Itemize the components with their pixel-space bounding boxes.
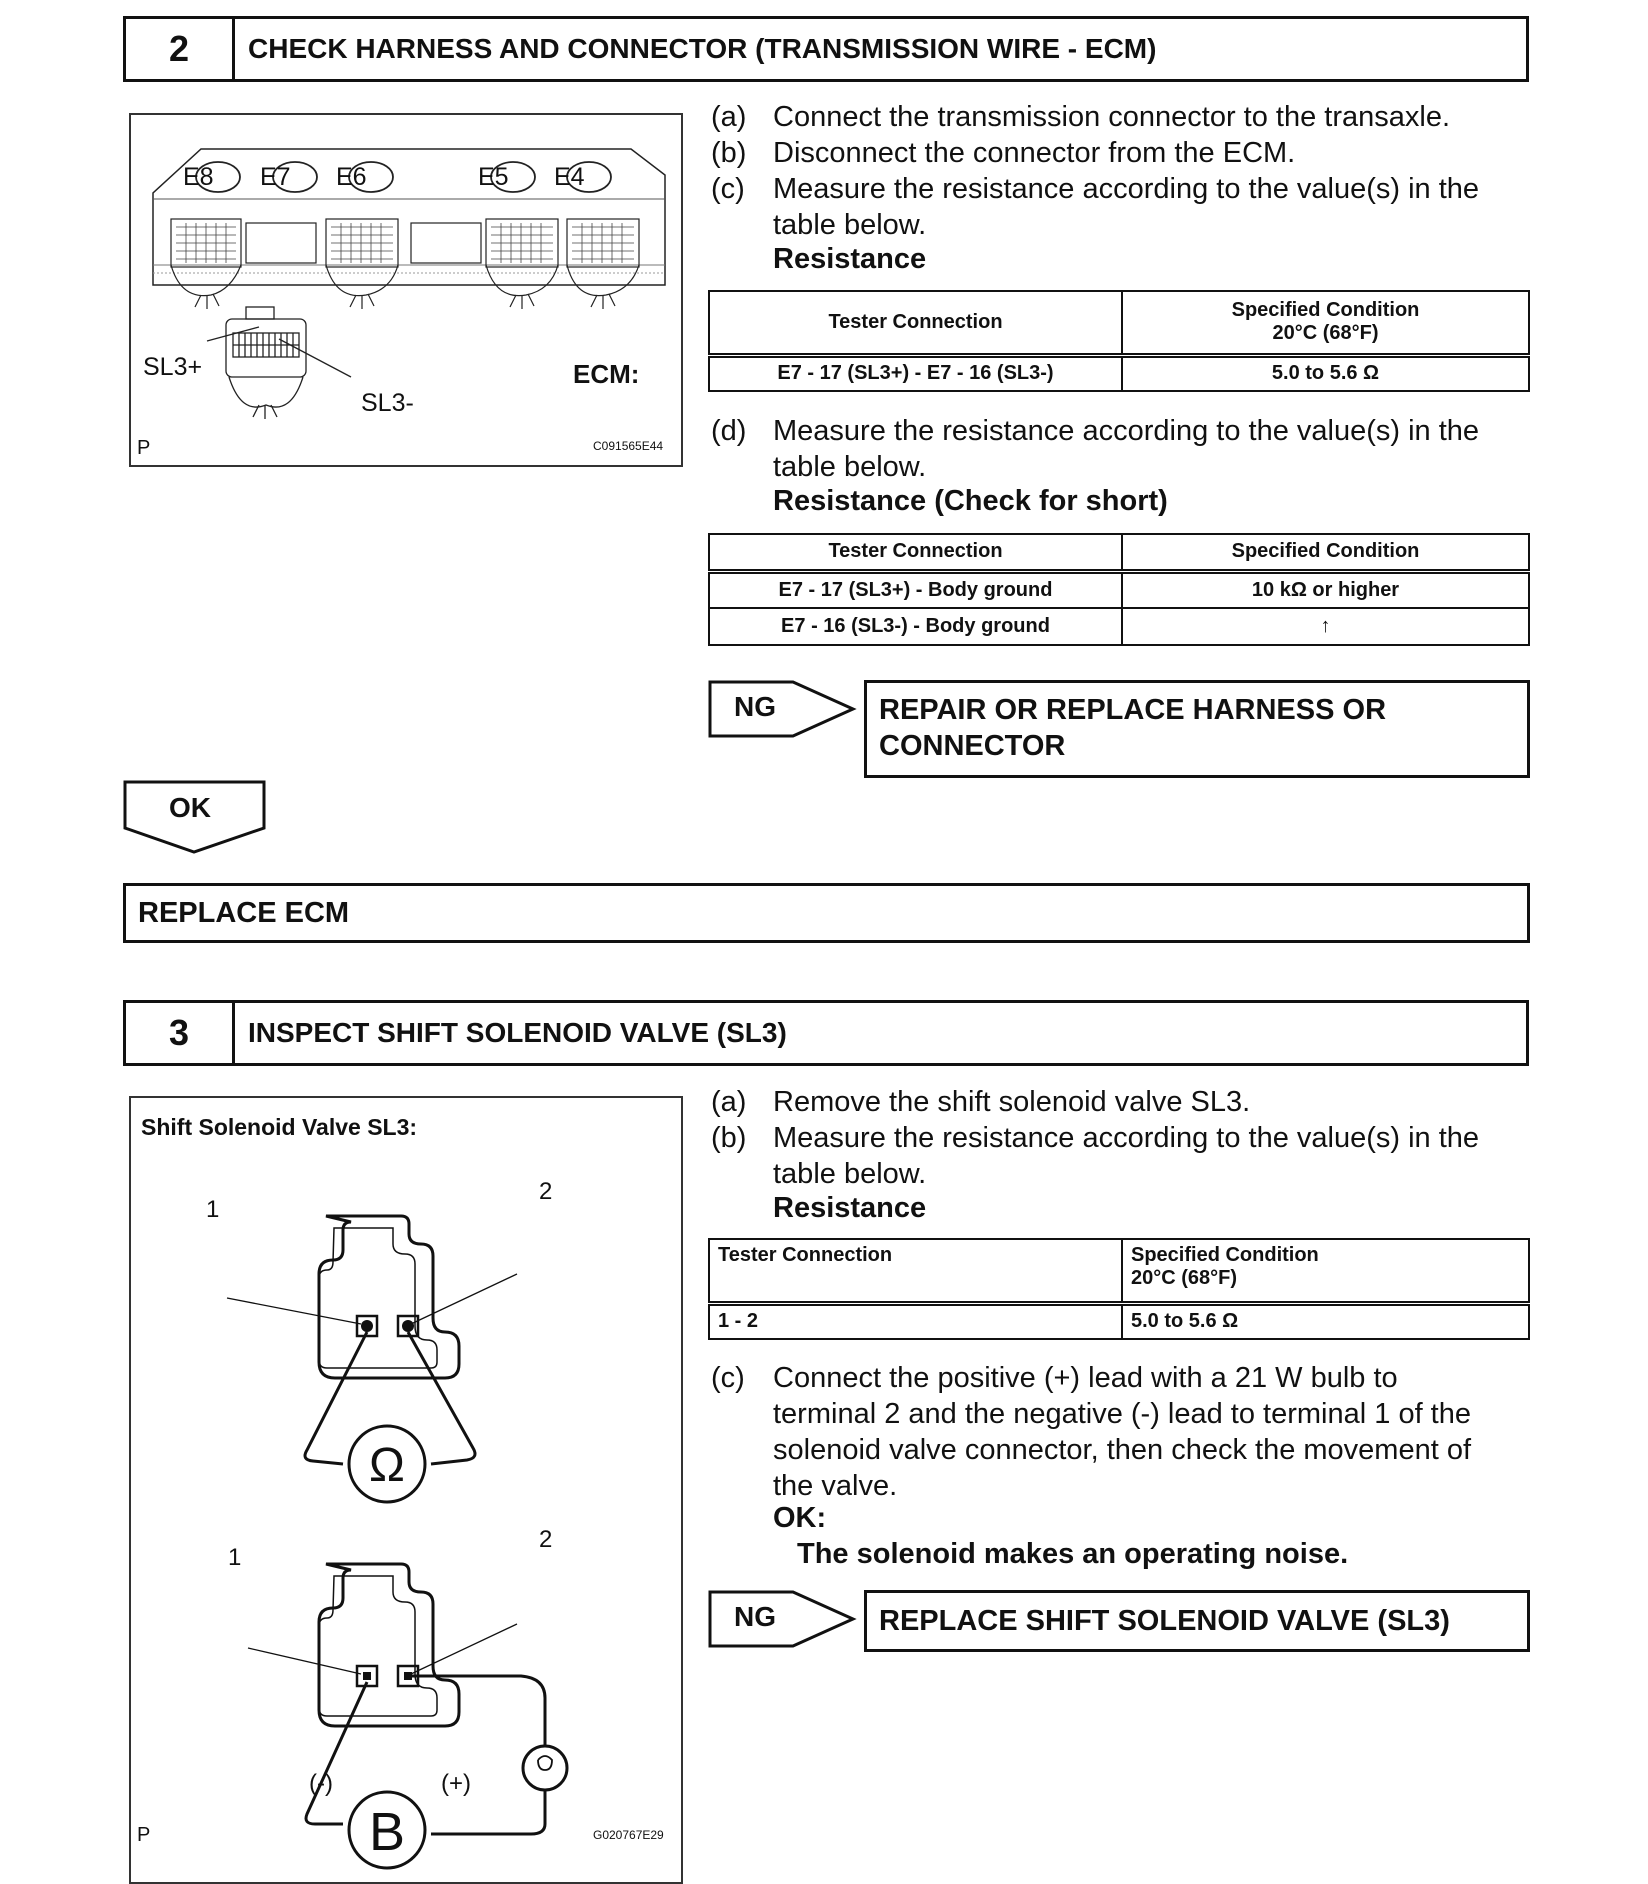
label-ecm: ECM: (573, 359, 640, 389)
t3-header-col2: Specified Condition 20°C (68°F) (1122, 1239, 1529, 1303)
step2-title: CHECK HARNESS AND CONNECTOR (TRANSMISSION WIRE - ECM) (248, 33, 1157, 64)
step3-number: 3 (126, 1003, 235, 1063)
step3-table (708, 1238, 1530, 1340)
figure-code: C091565E44 (593, 439, 664, 453)
t3-header-col1: Tester Connection (709, 1239, 1122, 1303)
step2-table-2 (708, 533, 1530, 646)
negative-lead-label: (-) (309, 1770, 333, 1797)
t2-row1-col2: 10 kΩ or higher (1122, 571, 1529, 608)
positive-lead-label: (+) (441, 1770, 471, 1797)
step2-resistance-title: Resistance (773, 243, 927, 275)
svg-text:B: B (368, 1802, 406, 1862)
step2-table-1 (708, 290, 1530, 392)
lower-pin1-label: 1 (228, 1544, 242, 1571)
step3-ok-title: OK: (773, 1502, 827, 1534)
solenoid-figure-title: Shift Solenoid Valve SL3: (141, 1114, 418, 1140)
ok-label: OK (169, 792, 211, 823)
t1-row1-col2: 5.0 to 5.6 Ω (1122, 355, 1529, 391)
svg-text:Ω: Ω (369, 1439, 405, 1492)
upper-pin2-label: 2 (539, 1178, 553, 1205)
ng-result-2: REPLACE SHIFT SOLENOID VALVE (SL3) (864, 1590, 1530, 1652)
t2-row1-col1: E7 - 17 (SL3+) - Body ground (709, 571, 1122, 608)
ng-result-1: REPAIR OR REPLACE HARNESS OR CONNECTOR (864, 680, 1530, 778)
figure-corner-p: P (137, 437, 151, 459)
ng-label-1: NG (734, 691, 776, 722)
t1-header-col2: Specified Condition 20°C (68°F) (1122, 291, 1529, 355)
t1-row1-col1: E7 - 17 (SL3+) - E7 - 16 (SL3-) (709, 355, 1122, 391)
step3-ok-text: The solenoid makes an operating noise. (797, 1538, 1349, 1570)
step3-resistance-title: Resistance (773, 1192, 927, 1224)
solenoid-figure (129, 1096, 683, 1884)
t2-header-col2: Specified Condition (1122, 534, 1529, 571)
lower-pin2-label: 2 (539, 1526, 553, 1553)
upper-pin1-label: 1 (206, 1196, 220, 1223)
solenoid-figure-code: G020767E29 (593, 1828, 664, 1842)
conn-label-e5: E5 (478, 163, 509, 191)
conn-label-e7: E7 (260, 163, 291, 191)
step3-header (123, 1000, 1529, 1066)
ng-arrow-1 (708, 680, 858, 738)
t2-row2-col1: E7 - 16 (SL3-) - Body ground (709, 608, 1122, 645)
t2-header-col1: Tester Connection (709, 534, 1122, 571)
step2-short-title: Resistance (Check for short) (773, 485, 1168, 517)
ok-arrow (123, 780, 267, 854)
solenoid-figure-corner-p: P (137, 1824, 151, 1846)
label-sl3-minus: SL3- (361, 389, 414, 417)
ecm-connector-figure (129, 113, 683, 467)
conn-label-e6: E6 (336, 163, 367, 191)
t1-header-col1: Tester Connection (709, 291, 1122, 355)
ng-label-2: NG (734, 1601, 776, 1632)
ok-result-replace-ecm: REPLACE ECM (123, 883, 1530, 943)
step2-number: 2 (126, 19, 235, 79)
label-sl3-plus: SL3+ (143, 353, 203, 381)
step3-title: INSPECT SHIFT SOLENOID VALVE (SL3) (248, 1017, 787, 1048)
t3-row1-col1: 1 - 2 (709, 1303, 1122, 1339)
step2-header (123, 16, 1529, 82)
ng-arrow-2 (708, 1590, 858, 1648)
conn-label-e4: E4 (554, 163, 585, 191)
t2-row2-col2: ↑ (1122, 608, 1529, 645)
t3-row1-col2: 5.0 to 5.6 Ω (1122, 1303, 1529, 1339)
conn-label-e8: E8 (183, 163, 214, 191)
